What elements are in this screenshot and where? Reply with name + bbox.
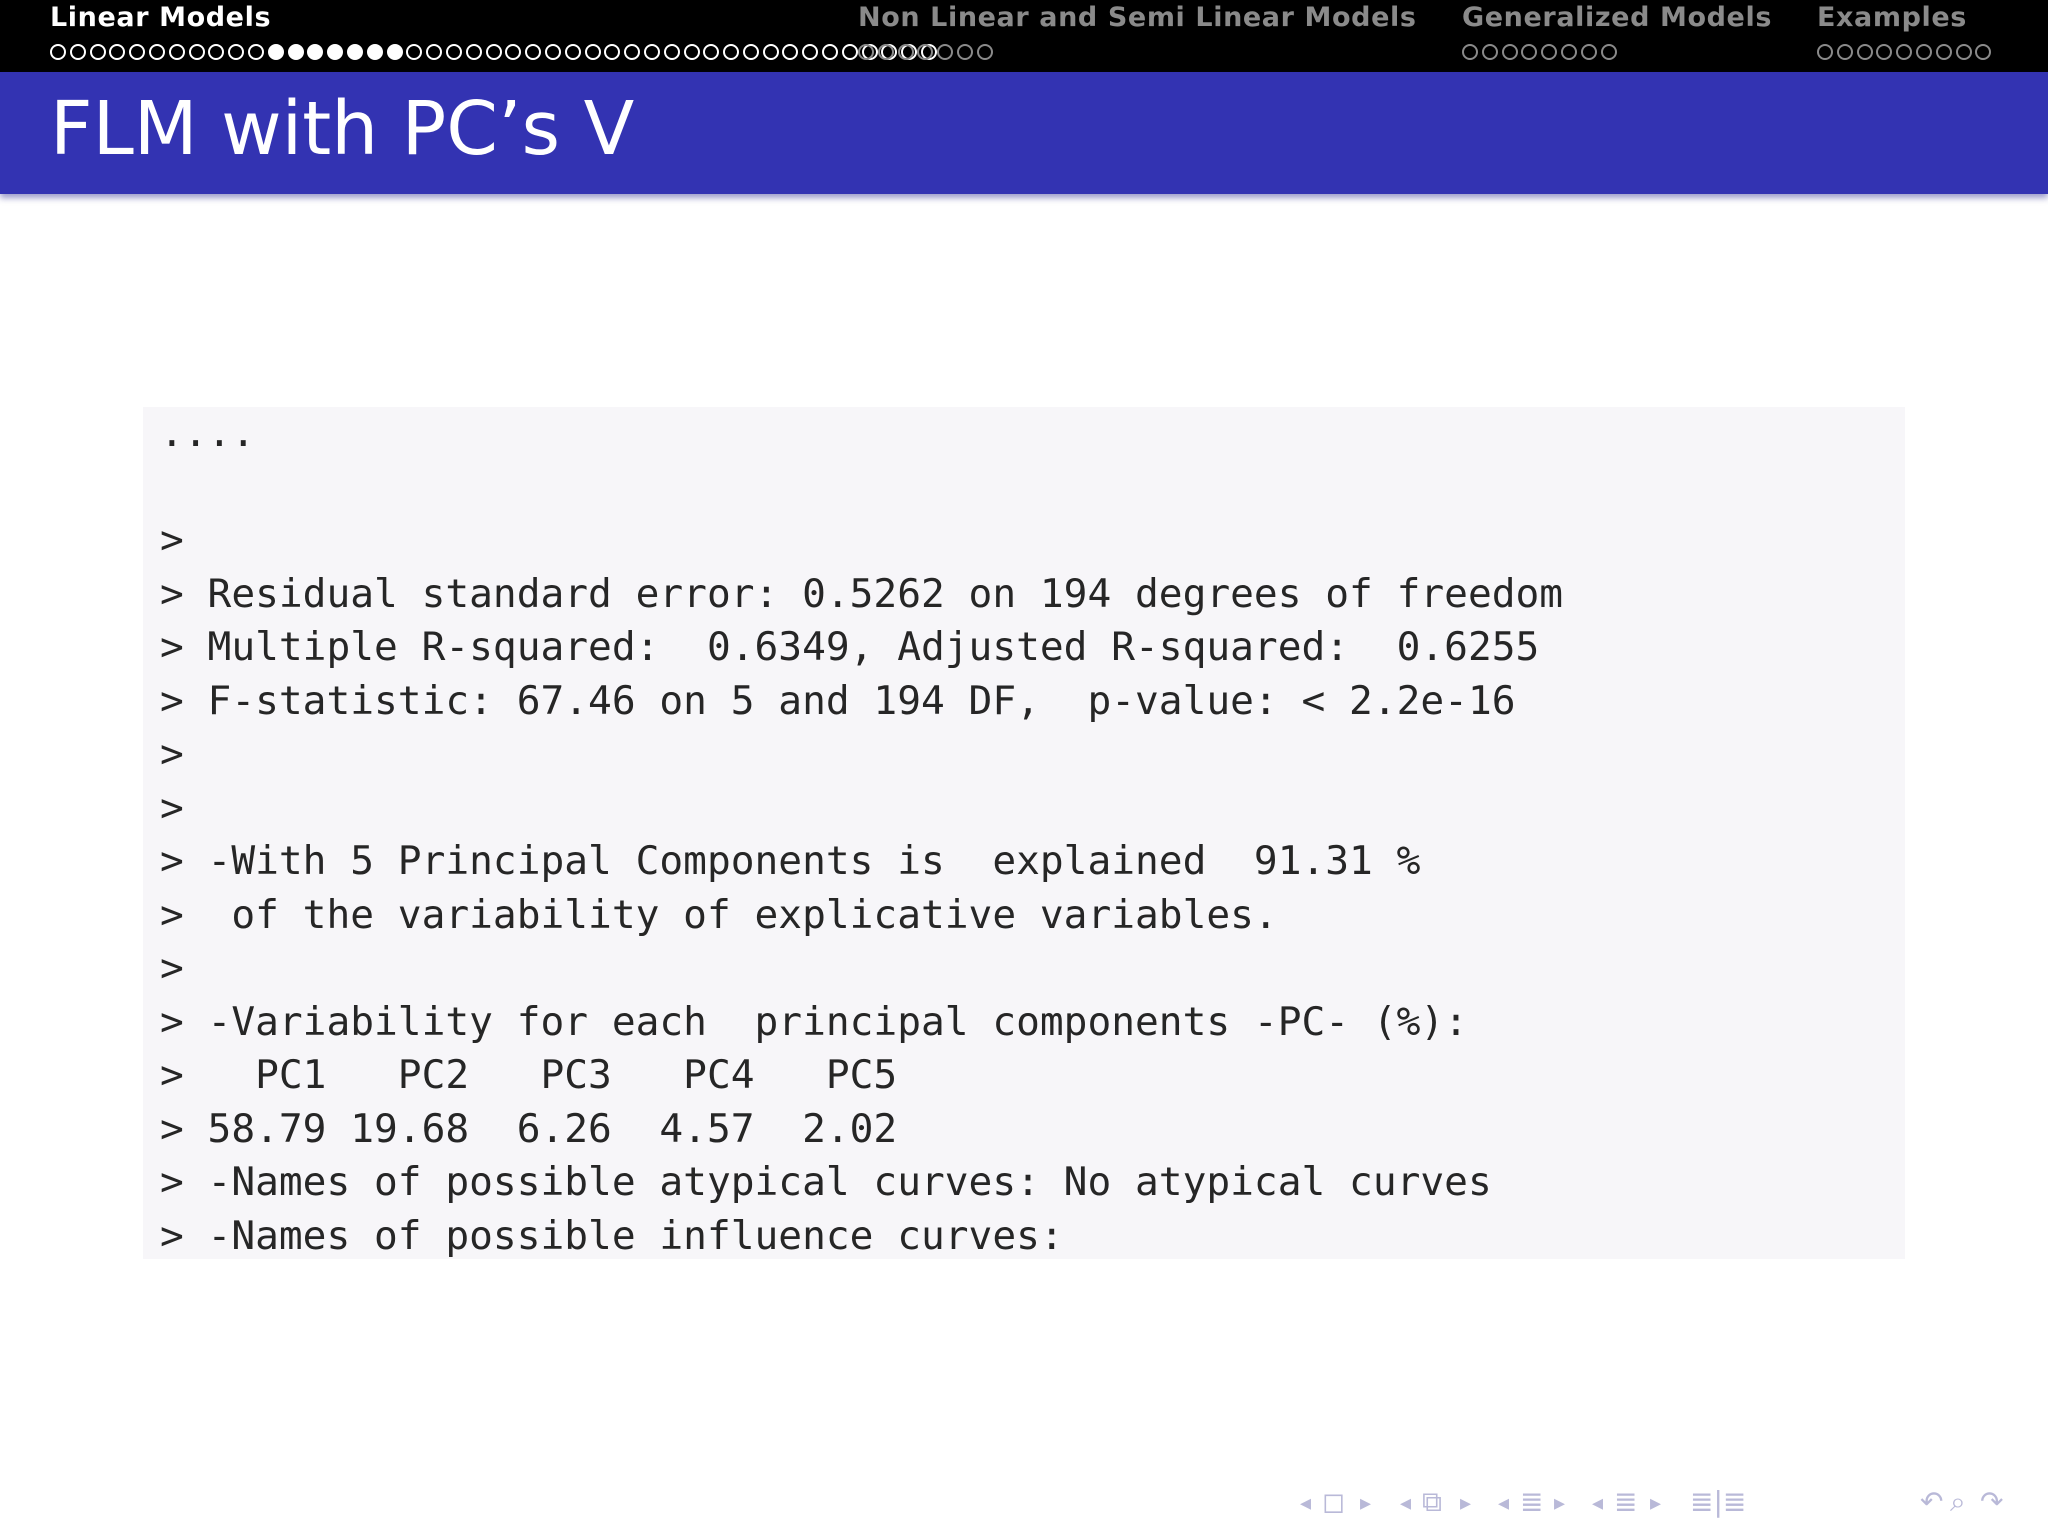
- section-navigation-bar: [0, 0, 2048, 72]
- slide-dot[interactable]: [525, 44, 541, 60]
- slide-dot[interactable]: [387, 44, 403, 60]
- next-subsection-arrow-icon[interactable]: ▸: [1554, 1491, 1566, 1516]
- code-line: > Residual standard error: 0.5262 on 194 degrees of freedom: [160, 570, 1564, 617]
- slide-icon[interactable]: ◻: [1322, 1485, 1346, 1518]
- slide-dot[interactable]: [90, 44, 106, 60]
- nav-section-title[interactable]: Examples: [1817, 2, 1967, 33]
- code-line: > -With 5 Principal Components is explained 91.31 %: [160, 838, 1421, 884]
- slide-dot[interactable]: [1462, 44, 1478, 60]
- code-line: > of the variability of explicative variables.: [160, 891, 1278, 938]
- slide-dot[interactable]: [545, 44, 561, 60]
- slide-dot[interactable]: [624, 44, 640, 60]
- slide-dot[interactable]: [585, 44, 601, 60]
- slide-dot[interactable]: [957, 44, 973, 60]
- code-line: > -Names of possible influence curves:: [160, 1212, 1064, 1259]
- slide-dot[interactable]: [1876, 44, 1892, 60]
- slide-dot[interactable]: [1896, 44, 1912, 60]
- slide-dot[interactable]: [937, 44, 953, 60]
- prev-slide-arrow-icon[interactable]: ◂: [1300, 1491, 1312, 1516]
- slide-dot[interactable]: [822, 44, 838, 60]
- code-line: >: [160, 517, 184, 563]
- slide-dot[interactable]: [858, 44, 874, 60]
- slide-dot[interactable]: [406, 44, 422, 60]
- code-line: > Multiple R-squared: 0.6349, Adjusted R-squared: 0.6255: [160, 624, 1540, 670]
- slide-dot[interactable]: [1936, 44, 1952, 60]
- appendix-icon[interactable]: ≣|≣: [1690, 1485, 1747, 1518]
- slide-dot[interactable]: [1581, 44, 1597, 60]
- slide-dot[interactable]: [426, 44, 442, 60]
- code-line: > 58.79 19.68 6.26 4.57 2.02: [160, 1105, 898, 1152]
- next-slide-arrow-icon[interactable]: ▸: [1360, 1491, 1372, 1516]
- slide-dot[interactable]: [782, 44, 798, 60]
- section-icon[interactable]: ≣: [1614, 1485, 1638, 1518]
- beamer-navigation-controls: [1300, 1485, 2040, 1525]
- slide-dot[interactable]: [347, 44, 363, 60]
- slide-dot[interactable]: [1916, 44, 1932, 60]
- slide-dot[interactable]: [208, 44, 224, 60]
- frame-title-bar: [0, 72, 2048, 194]
- slide-dot[interactable]: [327, 44, 343, 60]
- slide-dot[interactable]: [486, 44, 502, 60]
- slide-dot[interactable]: [743, 44, 759, 60]
- slide-dot[interactable]: [604, 44, 620, 60]
- subsection-icon[interactable]: ≣: [1520, 1485, 1544, 1518]
- nav-section-title[interactable]: Linear Models: [50, 2, 272, 33]
- slide-dot[interactable]: [1817, 44, 1833, 60]
- page-title: FLM with PC’s V: [50, 86, 635, 172]
- next-section-arrow-icon[interactable]: ▸: [1650, 1491, 1662, 1516]
- slide-dot[interactable]: [1975, 44, 1991, 60]
- code-line: > F-statistic: 67.46 on 5 and 194 DF, p-value: < 2.2e-16: [160, 677, 1516, 724]
- slide-dot[interactable]: [802, 44, 818, 60]
- slide-dot[interactable]: [70, 44, 86, 60]
- slide-dots: [50, 44, 937, 60]
- next-frame-arrow-icon[interactable]: ▸: [1460, 1491, 1472, 1516]
- prev-subsection-arrow-icon[interactable]: ◂: [1498, 1491, 1510, 1516]
- slide-dot[interactable]: [1561, 44, 1577, 60]
- frame-icon[interactable]: ⧉: [1422, 1485, 1442, 1518]
- slide-dot[interactable]: [1837, 44, 1853, 60]
- slide-dot[interactable]: [917, 44, 933, 60]
- nav-section-title[interactable]: Generalized Models: [1462, 2, 1772, 33]
- back-icon[interactable]: ↶: [1920, 1485, 1944, 1518]
- slide-dot[interactable]: [1482, 44, 1498, 60]
- prev-frame-arrow-icon[interactable]: ◂: [1400, 1491, 1412, 1516]
- code-line: > PC1 PC2 PC3 PC4 PC5: [160, 1052, 898, 1098]
- slide-dot[interactable]: [977, 44, 993, 60]
- slide-dot[interactable]: [367, 44, 383, 60]
- code-line: >: [160, 784, 184, 831]
- slide-dot[interactable]: [288, 44, 304, 60]
- slide-dot[interactable]: [763, 44, 779, 60]
- slide-dot[interactable]: [644, 44, 660, 60]
- code-line: > -Names of possible atypical curves: No atypical curves: [160, 1159, 1492, 1205]
- slide-dots: [858, 44, 993, 60]
- slide-dot[interactable]: [878, 44, 894, 60]
- slide-dot[interactable]: [842, 44, 858, 60]
- slide-dot[interactable]: [1541, 44, 1557, 60]
- slide-dot[interactable]: [898, 44, 914, 60]
- prev-section-arrow-icon[interactable]: ◂: [1592, 1491, 1604, 1516]
- slide-dot[interactable]: [228, 44, 244, 60]
- code-line: >: [160, 945, 184, 991]
- nav-section-title[interactable]: Non Linear and Semi Linear Models: [858, 2, 1417, 33]
- slide-dots: [1817, 44, 1991, 60]
- slide-dot[interactable]: [248, 44, 264, 60]
- slide-dot[interactable]: [664, 44, 680, 60]
- code-output-text: [160, 407, 1563, 1263]
- slide-dot[interactable]: [268, 44, 284, 60]
- slide-dot[interactable]: [109, 44, 125, 60]
- slide-dot[interactable]: [307, 44, 323, 60]
- slide-dot[interactable]: [565, 44, 581, 60]
- slide-dot[interactable]: [466, 44, 482, 60]
- code-line: > -Variability for each principal components -PC- (%):: [160, 998, 1468, 1045]
- code-line: ....: [160, 410, 256, 456]
- slide-dot[interactable]: [505, 44, 521, 60]
- slide-dot[interactable]: [1956, 44, 1972, 60]
- code-output-block: [143, 407, 1905, 1259]
- slide-dot[interactable]: [446, 44, 462, 60]
- slide-dots: [1462, 44, 1617, 60]
- slide-dot[interactable]: [1521, 44, 1537, 60]
- slide-dot[interactable]: [1601, 44, 1617, 60]
- slide-dot[interactable]: [50, 44, 66, 60]
- slide-dot[interactable]: [129, 44, 145, 60]
- slide-dot[interactable]: [684, 44, 700, 60]
- slide-dot[interactable]: [149, 44, 165, 60]
- slide-dot[interactable]: [1857, 44, 1873, 60]
- slide-dot[interactable]: [723, 44, 739, 60]
- search-icon[interactable]: ⌕: [1950, 1485, 1966, 1518]
- code-line: >: [160, 731, 184, 777]
- forward-icon[interactable]: ↷: [1980, 1485, 2004, 1518]
- slide-dot[interactable]: [1502, 44, 1518, 60]
- slide-dot[interactable]: [703, 44, 719, 60]
- slide-dot[interactable]: [169, 44, 185, 60]
- slide-dot[interactable]: [189, 44, 205, 60]
